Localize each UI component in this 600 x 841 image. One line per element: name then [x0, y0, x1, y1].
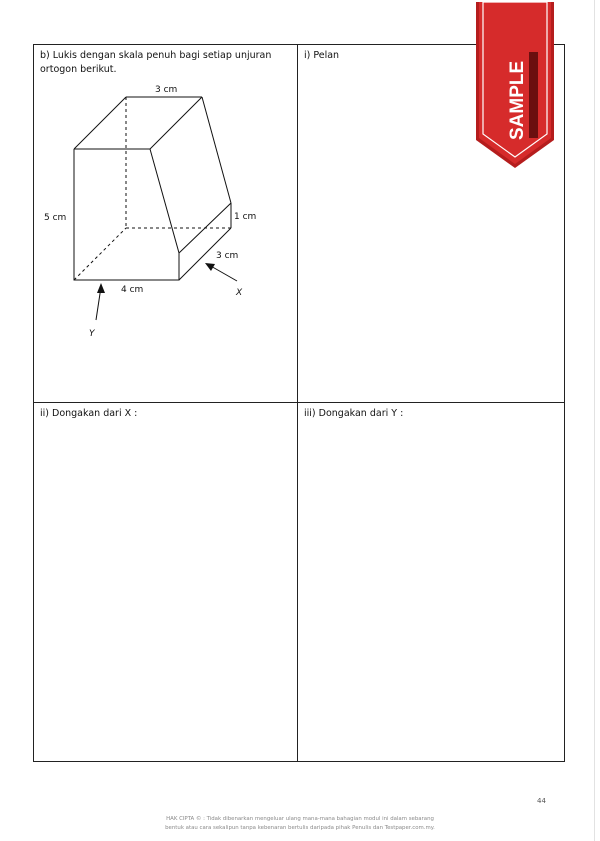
- question-b-text: b) Lukis dengan skala penuh bagi setiap unjuran ortogon berikut.: [40, 50, 272, 75]
- page-number: 44: [537, 797, 546, 805]
- footer-line-2: bentuk atau cara sekalipun tanpa kebenaran bertulis daripada pihak Penulis dan Testpaper.com.my.: [165, 824, 435, 831]
- hidden-bottom-left-edge: [74, 228, 126, 280]
- elevation-x-cell[interactable]: [34, 403, 298, 761]
- footer-line-1: HAK CIPTA © : Tidak dibenarkan mengeluar ulang mana-mana bahagian modul ini dalam sebarang: [166, 816, 434, 822]
- elevation-y-cell[interactable]: [298, 403, 564, 761]
- copyright-footer: [100, 815, 500, 832]
- view-y-label: Y: [89, 329, 95, 339]
- top-back-left-edge: [74, 97, 126, 149]
- arrow-y-head: [97, 283, 105, 293]
- right-slant-edge: [202, 97, 231, 203]
- dim-bottom-label: 4 cm: [121, 285, 144, 295]
- sample-stamp-text: [487, 46, 543, 146]
- svg-text:SAMPLE: SAMPLE: [507, 60, 528, 140]
- dim-side-label: 3 cm: [216, 251, 239, 261]
- dim-left-label: 5 cm: [44, 213, 67, 223]
- dim-top-label: 3 cm: [155, 85, 178, 95]
- stamp-subtitle-bar: [529, 52, 538, 138]
- dim-right-label: 1 cm: [234, 212, 257, 222]
- front-face: [74, 149, 179, 280]
- prism-figure: [34, 45, 298, 403]
- view-x-label: X: [236, 288, 243, 298]
- question-b-cell: [34, 45, 298, 403]
- top-back-right-edge: [150, 97, 202, 149]
- elevation-x-label: ii) Dongakan dari X :: [40, 408, 138, 419]
- elevation-y-label: iii) Dongakan dari Y :: [304, 408, 404, 419]
- plan-label: i) Pelan: [304, 50, 340, 61]
- arrow-x-line: [209, 265, 237, 281]
